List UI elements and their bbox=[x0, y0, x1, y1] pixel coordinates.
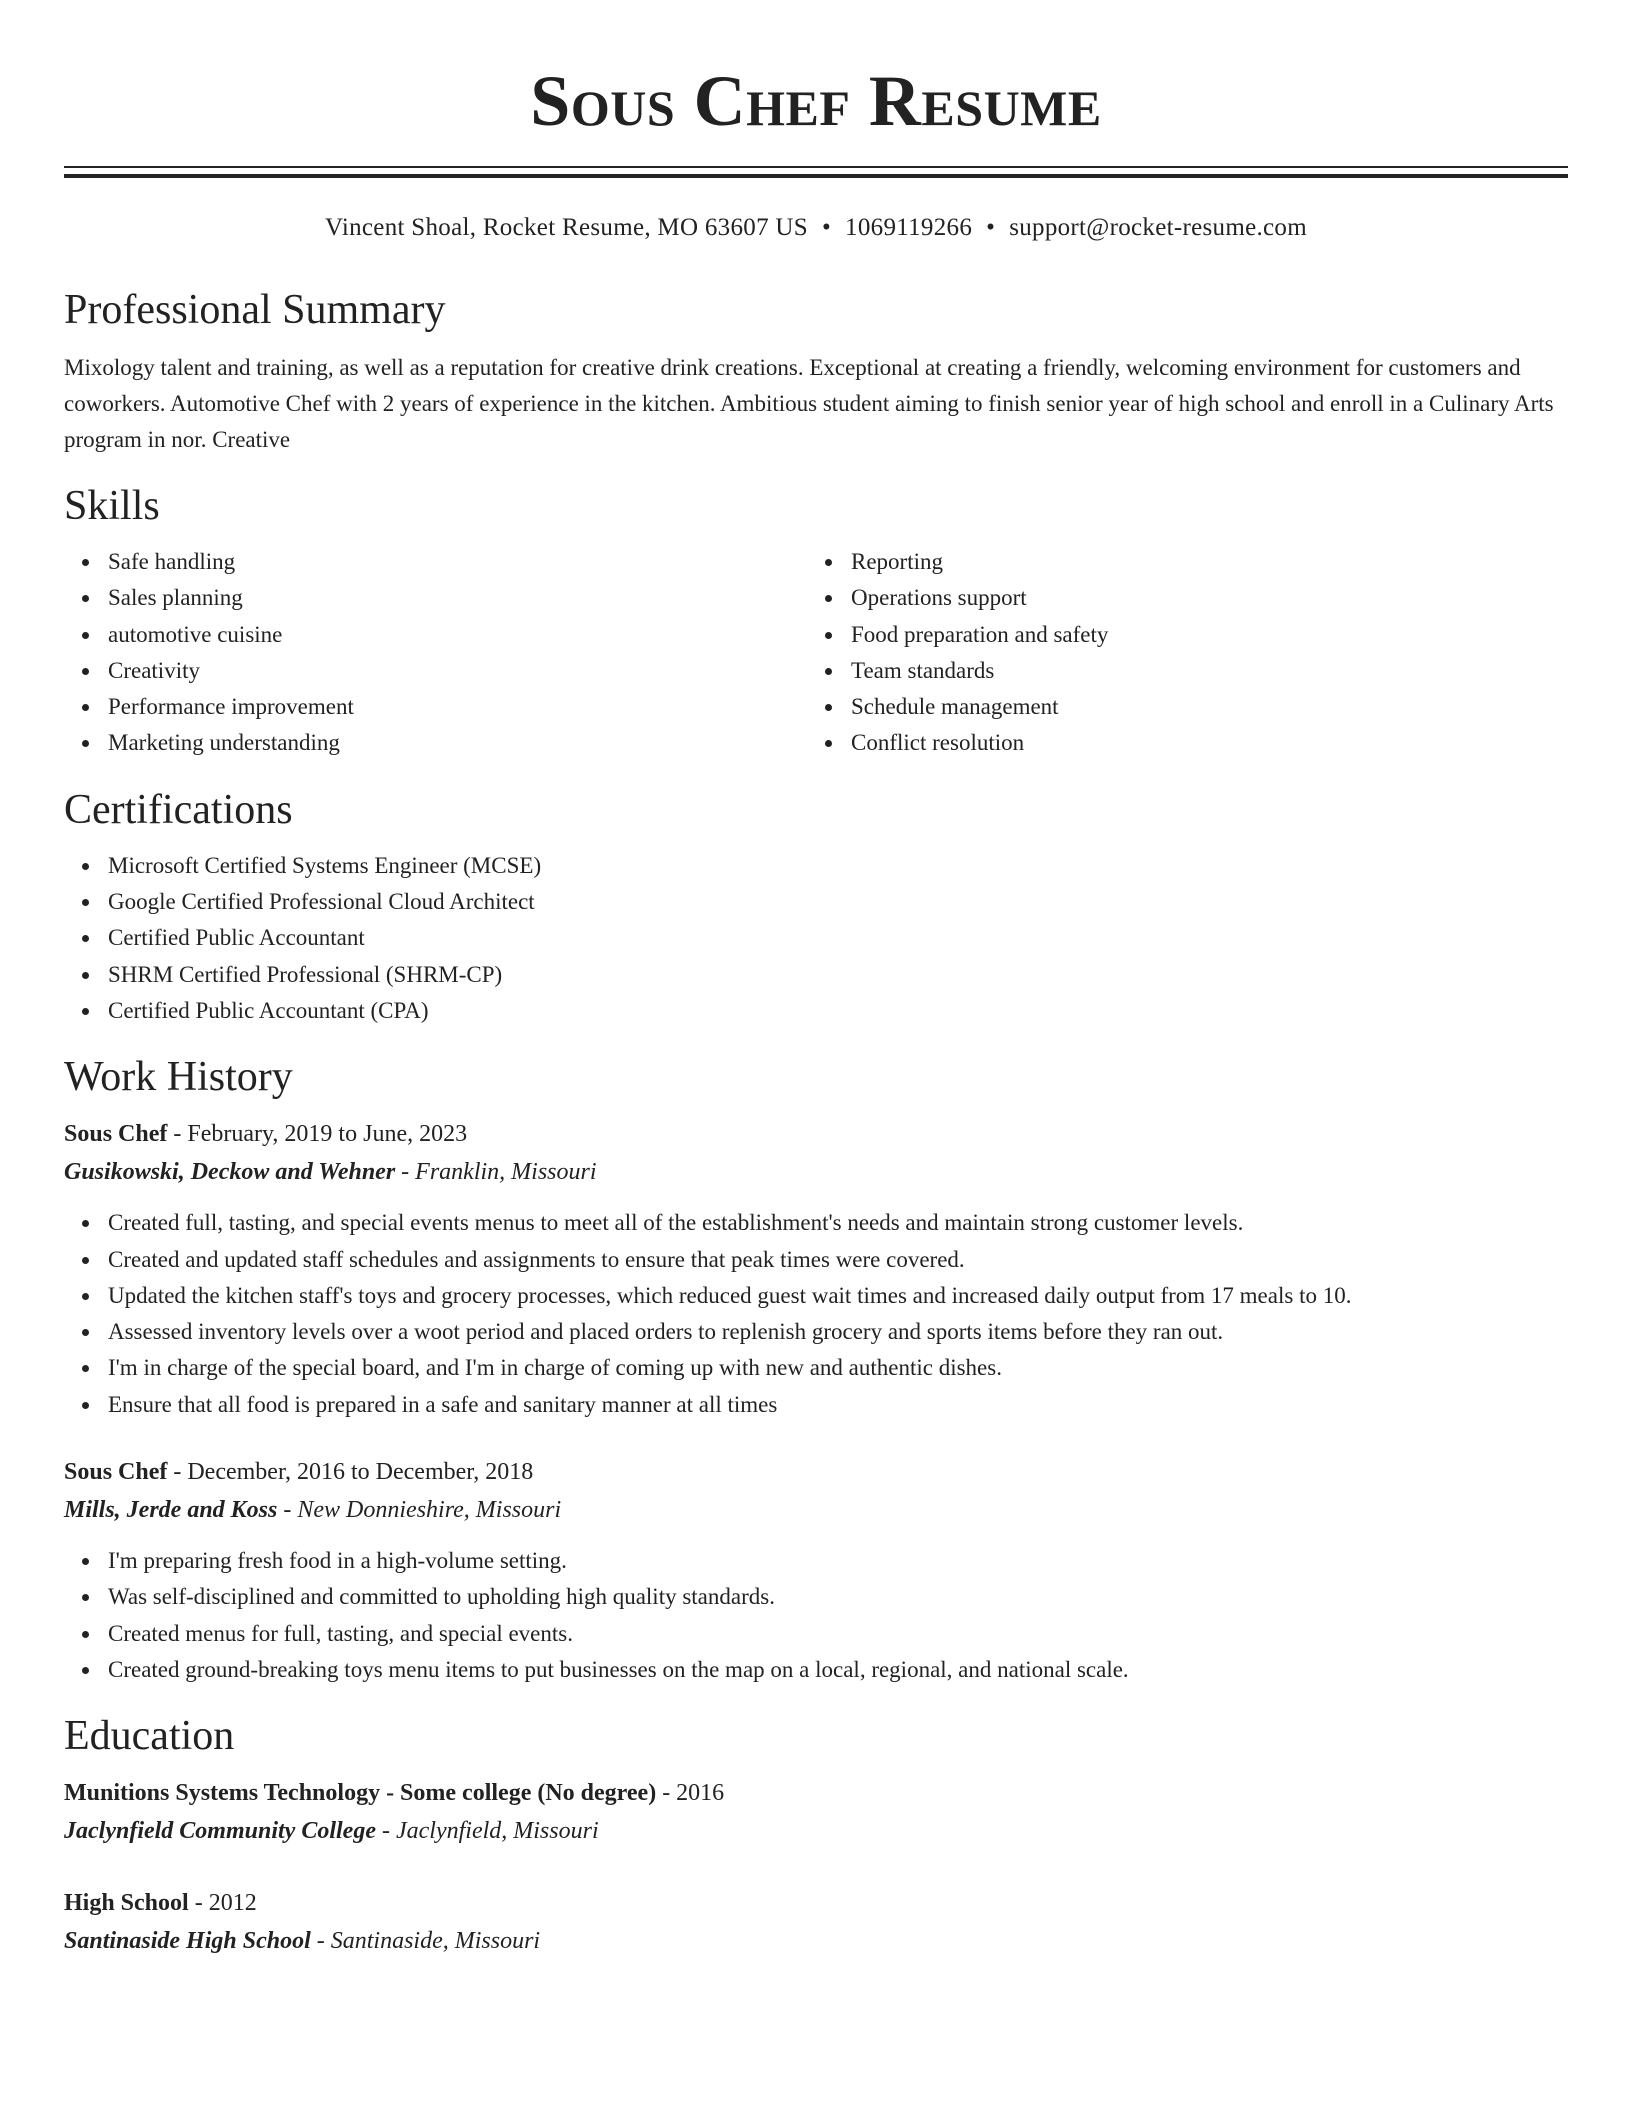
job-duty: Created and updated staff schedules and assignments to ensure that peak times were covered. bbox=[64, 1242, 1568, 1278]
job-duty: Was self-disciplined and committed to upholding high quality standards. bbox=[64, 1579, 1568, 1615]
education-school: Jaclynfield Community College bbox=[64, 1818, 376, 1845]
job-role: Sous Chef bbox=[64, 1459, 168, 1486]
job-duties-list bbox=[64, 1205, 1568, 1423]
contact-line bbox=[64, 212, 1568, 244]
title-divider-thin bbox=[64, 166, 1568, 168]
contact-separator: • bbox=[986, 214, 996, 241]
education-school-line bbox=[64, 1812, 1568, 1850]
skill-item: Marketing understanding bbox=[64, 725, 807, 761]
job-employer-line bbox=[64, 1153, 1568, 1191]
education-header bbox=[64, 1884, 1568, 1922]
education-degree: High School bbox=[64, 1890, 189, 1917]
job-role: Sous Chef bbox=[64, 1121, 168, 1148]
skill-item: Conflict resolution bbox=[807, 725, 1550, 761]
certification-item: Google Certified Professional Cloud Architect bbox=[64, 884, 1568, 920]
certification-item: Certified Public Accountant (CPA) bbox=[64, 993, 1568, 1029]
certification-item: SHRM Certified Professional (SHRM-CP) bbox=[64, 957, 1568, 993]
skills-heading: Skills bbox=[64, 483, 160, 529]
skill-item: Performance improvement bbox=[64, 689, 807, 725]
skill-item: Reporting bbox=[807, 544, 1550, 580]
education-degree: Munitions Systems Technology - Some college (No degree) bbox=[64, 1780, 657, 1807]
job-employer: Mills, Jerde and Koss bbox=[64, 1497, 278, 1524]
skill-item: Food preparation and safety bbox=[807, 617, 1550, 653]
job-duties-list bbox=[64, 1543, 1568, 1688]
education-header bbox=[64, 1774, 1568, 1812]
title-divider-thick bbox=[64, 174, 1568, 178]
job-dates: - February, 2019 to June, 2023 bbox=[167, 1121, 468, 1148]
contact-address: Vincent Shoal, Rocket Resume, MO 63607 US bbox=[325, 214, 808, 241]
education-location: - Jaclynfield, Missouri bbox=[375, 1818, 599, 1845]
skills-list-right bbox=[807, 544, 1550, 762]
job-employer-line bbox=[64, 1491, 1568, 1529]
job-duty: Created menus for full, tasting, and special events. bbox=[64, 1616, 1568, 1652]
education-location: - Santinaside, Missouri bbox=[310, 1928, 541, 1955]
job-duty: I'm in charge of the special board, and I'm in charge of coming up with new and authentic dishes. bbox=[64, 1350, 1568, 1386]
education-heading: Education bbox=[64, 1713, 235, 1760]
education-year: - 2012 bbox=[188, 1890, 257, 1917]
work-history-heading: Work History bbox=[64, 1054, 293, 1101]
job-duty: Ensure that all food is prepared in a safe and sanitary manner at all times bbox=[64, 1387, 1568, 1423]
resume-title: Sous Chef Resume bbox=[530, 61, 1102, 141]
skill-item: Team standards bbox=[807, 653, 1550, 689]
education-school: Santinaside High School bbox=[64, 1928, 311, 1955]
education-year: - 2016 bbox=[656, 1780, 725, 1807]
skill-item: Operations support bbox=[807, 580, 1550, 616]
skills-grid bbox=[64, 544, 1568, 762]
summary-heading: Professional Summary bbox=[64, 287, 446, 333]
job-entry bbox=[64, 1453, 1568, 1688]
certifications-list bbox=[64, 848, 1568, 1029]
job-header bbox=[64, 1115, 1568, 1153]
skill-item: Safe handling bbox=[64, 544, 807, 580]
contact-separator: • bbox=[821, 214, 832, 241]
job-duty: Updated the kitchen staff's toys and grocery processes, which reduced guest wait times and increased daily output from 17 meals to 10. bbox=[64, 1278, 1568, 1314]
job-dates: - December, 2016 to December, 2018 bbox=[167, 1459, 534, 1486]
job-duty: Created ground-breaking toys menu items to put businesses on the map on a local, regional, and national scale. bbox=[64, 1652, 1568, 1688]
job-header bbox=[64, 1453, 1568, 1491]
education-entry bbox=[64, 1884, 1568, 1960]
certification-item: Microsoft Certified Systems Engineer (MCSE) bbox=[64, 848, 1568, 884]
skill-item: Creativity bbox=[64, 653, 807, 689]
job-duty: I'm preparing fresh food in a high-volume setting. bbox=[64, 1543, 1568, 1579]
job-location: - New Donnieshire, Missouri bbox=[277, 1497, 562, 1524]
skill-item: Schedule management bbox=[807, 689, 1550, 725]
job-location: - Franklin, Missouri bbox=[395, 1159, 597, 1186]
certification-item: Certified Public Accountant bbox=[64, 920, 1568, 956]
job-duty: Created full, tasting, and special events menus to meet all of the establishment's needs and maintain strong customer levels. bbox=[64, 1205, 1568, 1241]
certifications-heading: Certifications bbox=[64, 786, 293, 833]
summary-text: Mixology talent and training, as well as a reputation for creative drink creations. Exceptional at creating a friendly, welcoming environment for customers and coworkers. Automotive Chef with 2 years of experience in the kitchen. Ambitious student aiming to finish senior year of high school and enroll in a Culinary Arts program in nor. Creative bbox=[64, 355, 1554, 452]
job-entry bbox=[64, 1115, 1568, 1423]
education-entry bbox=[64, 1774, 1568, 1850]
education-school-line bbox=[64, 1922, 1568, 1960]
contact-phone: 1069119266 bbox=[845, 214, 973, 241]
skill-item: automotive cuisine bbox=[64, 617, 807, 653]
skill-item: Sales planning bbox=[64, 580, 807, 616]
skills-list-left bbox=[64, 544, 807, 762]
contact-email: support@rocket-resume.com bbox=[1009, 214, 1307, 241]
job-employer: Gusikowski, Deckow and Wehner bbox=[64, 1159, 396, 1186]
job-duty: Assessed inventory levels over a woot period and placed orders to replenish grocery and sports items before they ran out. bbox=[64, 1314, 1568, 1350]
